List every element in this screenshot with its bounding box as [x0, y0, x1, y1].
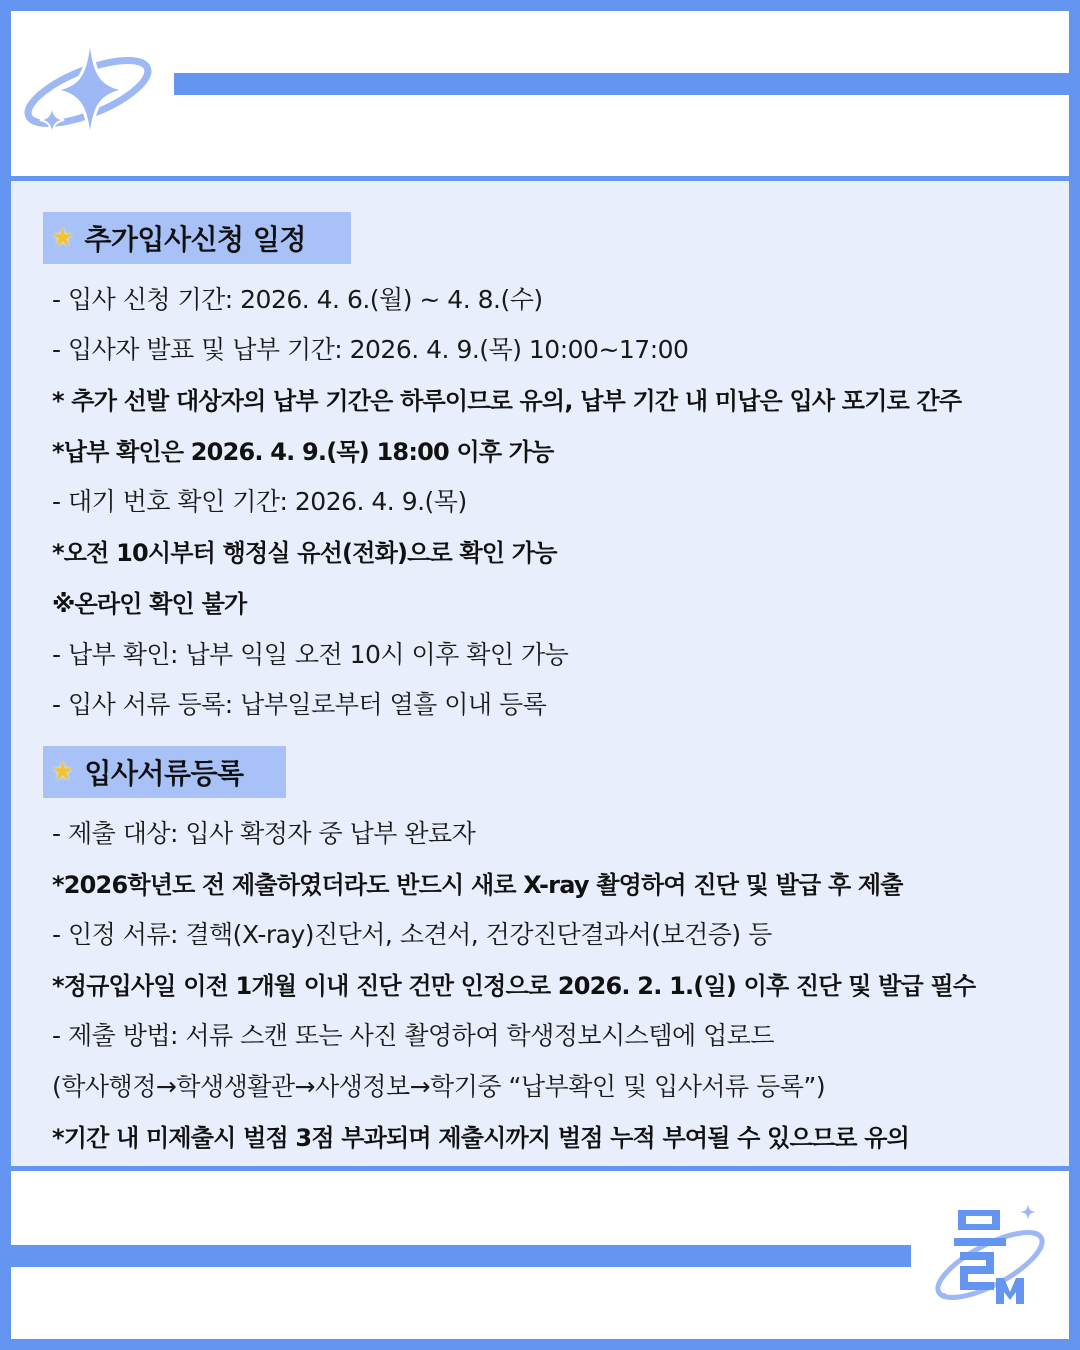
star-icon: ★: [51, 223, 75, 253]
info-line: - 인정 서류: 결핵(X-ray)진단서, 소견서, 건강진단결과서(보건증) 등: [52, 920, 772, 949]
top-accent-bar: [174, 73, 1069, 95]
notice-line: *기간 내 미제출시 벌점 3점 부과되며 제출시까지 벌점 누적 부여될 수 있으므로 유의: [52, 1124, 909, 1152]
section-header-documents: [43, 746, 286, 798]
notice-line: ※온라인 확인 불가: [52, 590, 247, 618]
info-line: - 입사 신청 기간: 2026. 4. 6.(월) ~ 4. 8.(수): [52, 285, 543, 314]
info-line: (학사행정→학생생활관→사생정보→학기중 “납부확인 및 입사서류 등록”): [52, 1072, 826, 1101]
notice-line: *납부 확인은 2026. 4. 9.(목) 18:00 이후 가능: [52, 438, 554, 466]
notice-line: * 추가 선발 대상자의 납부 기간은 하루이므로 유의, 납부 기간 내 미납은 입사 포기로 간주: [52, 387, 962, 415]
notice-line: *오전 10시부터 행정실 유선(전화)으로 확인 가능: [52, 539, 557, 567]
info-line: - 입사 서류 등록: 납부일로부터 열흘 이내 등록: [52, 690, 547, 719]
brand-logo-icon: [930, 1200, 1050, 1315]
sparkle-star-icon: [18, 30, 158, 150]
bottom-accent-bar: [11, 1245, 911, 1267]
info-line: - 납부 확인: 납부 익일 오전 10시 이후 확인 가능: [52, 640, 569, 669]
notice-line: *2026학년도 전 제출하였더라도 반드시 새로 X-ray 촬영하여 진단 및 발급 후 제출: [52, 871, 903, 899]
info-line: - 제출 방법: 서류 스캔 또는 사진 촬영하여 학생정보시스템에 업로드: [52, 1021, 775, 1050]
section-title: 입사서류등록: [84, 757, 244, 790]
info-line: - 제출 대상: 입사 확정자 중 납부 완료자: [52, 819, 476, 848]
notice-line: *정규입사일 이전 1개월 이내 진단 건만 인정으로 2026. 2. 1.(일) 이후 진단 및 발급 필수: [52, 972, 976, 1000]
section-title: 추가입사신청 일정: [84, 223, 306, 256]
section-header-schedule: [43, 212, 351, 264]
info-line: - 입사자 발표 및 납부 기간: 2026. 4. 9.(목) 10:00~17:00: [52, 335, 689, 364]
info-line: - 대기 번호 확인 기간: 2026. 4. 9.(목): [52, 487, 467, 516]
star-icon: ★: [51, 757, 75, 787]
